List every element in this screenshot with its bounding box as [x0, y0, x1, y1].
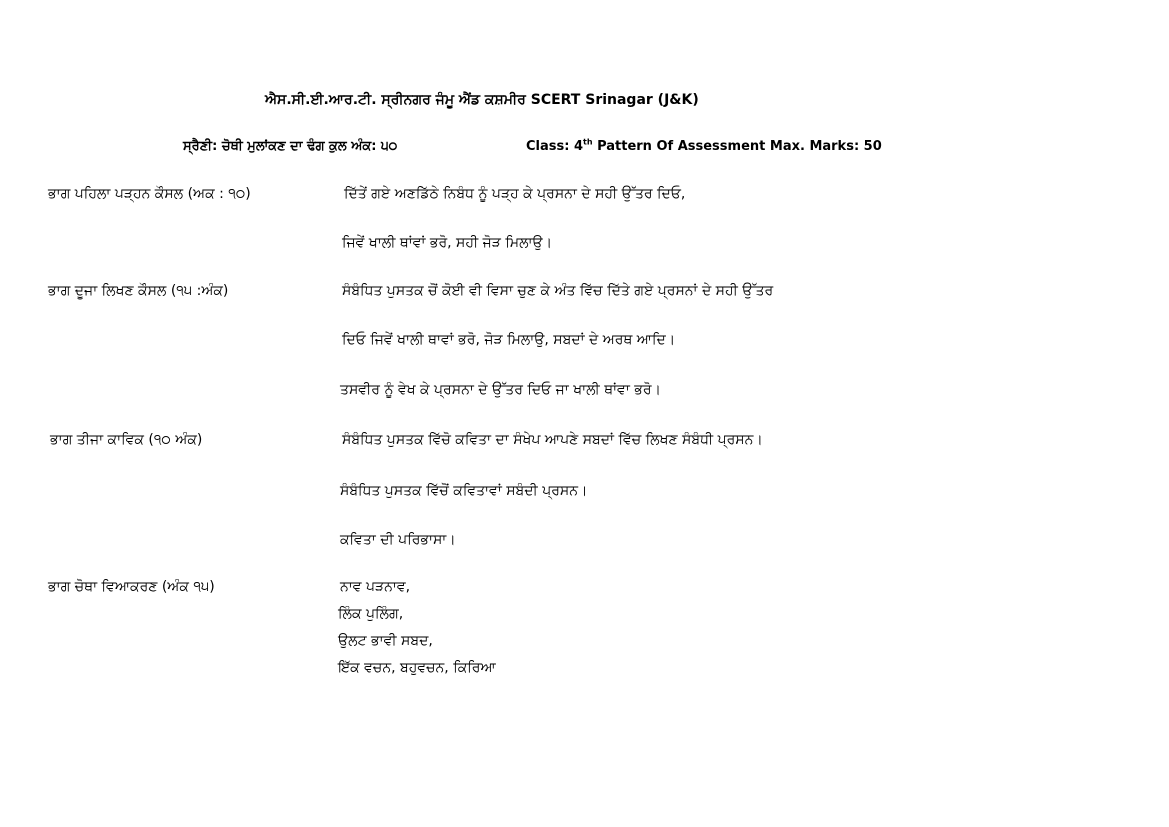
section-3-label: ਭਾਗ ਤੀਜਾ ਕਾਵਿਕ (੧੦ ਅੰਕ)	[50, 432, 203, 448]
section-2-line-1: ਸੰਬੰਧਿਤ ਪੁਸਤਕ ਚੋਂ ਕੋਈ ਵੀ ਵਿਸਾ ਚੁਣ ਕੇ ਅੰਤ ਵਿੱਚ ਦਿੱਤੇ ਗਏ ਪ੍ਰਸਨਾਂ ਦੇ ਸਹੀ ਉੱਤਰ	[342, 283, 774, 299]
section-1-line-1: ਦਿੱਤੇਂ ਗਏ ਅਣਡਿੱਠੇ ਨਿਬੰਧ ਨੂੰ ਪੜ੍ਹ ਕੇ ਪ੍ਰਸਨਾ ਦੇ ਸਹੀ ਉੱਤਰ ਦਿਓ,	[344, 186, 686, 202]
section-4-line-1: ਨਾਵ ਪੜਨਾਵ,	[340, 579, 411, 595]
section-3-line-1: ਸੰਬੰਧਿਤ ਪੁਸਤਕ ਵਿੱਚੋ ਕਵਿਤਾ ਦਾ ਸੰਖੇਪ ਆਪਣੇ ਸਬਦਾਂ ਵਿੱਚ ਲਿਖਣ ਸੰਬੰਧੀ ਪ੍ਰਸਨ।	[342, 432, 763, 448]
section-3-line-2: ਸੰਬੰਧਿਤ ਪੁਸਤਕ ਵਿੱਚੋਂ ਕਵਿਤਾਵਾਂ ਸਬੰਦੀ ਪ੍ਰਸਨ।	[340, 483, 588, 499]
section-4-label: ਭਾਗ ਚੋਥਾ ਵਿਆਕਰਣ (ਅੰਕ ੧੫)	[48, 579, 215, 595]
class-heading-english	[526, 139, 882, 154]
class-heading-punjabi: ਸ੍ਰੈਣੀ: ਚੋਥੀ ਮੁਲਾਂਕਣ ਦਾ ਢੰਗ ਕੁਲ ਅੰਕ: ੫੦	[183, 139, 398, 154]
document-title: ਐਸ.ਸੀ.ਈ.ਆਰ.ਟੀ. ਸ੍ਰੀਨਗਰ ਜੰਮੂ ਐਂਡ ਕਸ਼ਮੀਰ SCERT Srinagar (J&K)	[265, 92, 699, 108]
section-2-label: ਭਾਗ ਦੂਜਾ ਲਿਖਣ ਕੌਸਲ (੧੫ :ਅੰਕ)	[48, 283, 229, 299]
section-2-line-2: ਦਿਓ ਜਿਵੇਂ ਖਾਲੀ ਥਾਵਾਂ ਭਰੋ, ਜੋੜ ਮਿਲਾਉ, ਸਬਦਾਂ ਦੇ ਅਰਥ ਆਦਿ।	[342, 332, 676, 348]
section-1-line-2: ਜਿਵੇਂ ਖਾਲੀ ਥਾਂਵਾਂ ਭਰੋ, ਸਹੀ ਜੋੜ ਮਿਲਾਉ।	[342, 235, 553, 251]
section-1-label: ਭਾਗ ਪਹਿਲਾ ਪੜ੍ਹਨ ਕੌਸਲ (ਅਕ : ੧੦)	[48, 186, 251, 202]
section-3-line-3: ਕਵਿਤਾ ਦੀ ਪਰਿਭਾਸਾ।	[340, 532, 456, 548]
section-2-line-3: ਤਸਵੀਰ ਨੂੰ ਵੇਖ ਕੇ ਪ੍ਰਸਨਾ ਦੇ ਉੱਤਰ ਦਿਓ ਜਾ ਖਾਲੀ ਥਾਂਵਾ ਭਰੋ।	[340, 382, 661, 398]
section-4-line-2: ਲਿੰਕ ਪੁਲਿੰਗ,	[338, 606, 404, 622]
class-suffix: Pattern Of Assessment Max. Marks: 50	[592, 139, 882, 154]
section-4-line-3: ਉਲਟ ਭਾਵੀ ਸਬਦ,	[338, 633, 433, 649]
class-ordinal-suffix: th	[583, 137, 593, 147]
class-prefix: Class: 4	[526, 139, 584, 154]
section-4-line-4: ਇੱਕ ਵਚਨ, ਬਹੁਵਚਨ, ਕਿਰਿਆ	[338, 660, 496, 676]
